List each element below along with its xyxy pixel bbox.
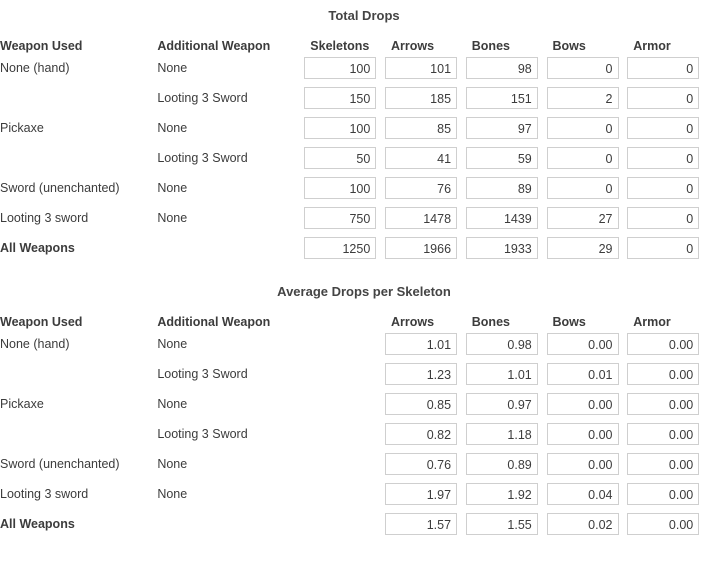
cell-spacer bbox=[304, 389, 385, 419]
cell-arrows bbox=[385, 233, 466, 263]
cell-bones bbox=[466, 233, 547, 263]
column-header-skeletons: Skeletons bbox=[310, 39, 370, 53]
cell-bows bbox=[547, 449, 628, 479]
value-field[interactable]: 0.00 bbox=[627, 513, 699, 535]
weapon-label: Sword (unenchanted) bbox=[0, 457, 120, 471]
value-field[interactable]: 101 bbox=[385, 57, 457, 79]
table-row bbox=[0, 449, 708, 479]
value-field[interactable]: 0.85 bbox=[385, 393, 457, 415]
value-field[interactable]: 76 bbox=[385, 177, 457, 199]
cell-arrows bbox=[385, 479, 466, 509]
cell-armor bbox=[627, 173, 708, 203]
cell-bows bbox=[547, 359, 628, 389]
column-header-spacer bbox=[304, 315, 385, 329]
value-field[interactable]: 1966 bbox=[385, 237, 457, 259]
cell-skeletons bbox=[304, 113, 385, 143]
value-field[interactable]: 0 bbox=[627, 87, 699, 109]
cell-bows bbox=[547, 389, 628, 419]
value-field[interactable]: 1439 bbox=[466, 207, 538, 229]
table-row bbox=[0, 53, 708, 83]
value-field[interactable]: 1.92 bbox=[466, 483, 538, 505]
value-field[interactable]: 0 bbox=[547, 177, 619, 199]
column-header-bows: Bows bbox=[552, 39, 586, 53]
cell-arrows bbox=[385, 143, 466, 173]
value-field[interactable]: 0 bbox=[627, 237, 699, 259]
cell-arrows bbox=[385, 329, 466, 359]
additional-weapon-label: None bbox=[157, 337, 188, 351]
cell-skeletons bbox=[304, 53, 385, 83]
cell-bones bbox=[466, 113, 547, 143]
cell-bones bbox=[466, 359, 547, 389]
cell-armor bbox=[627, 479, 708, 509]
value-field[interactable]: 1.97 bbox=[385, 483, 457, 505]
table-row bbox=[0, 359, 708, 389]
cell-arrows bbox=[385, 509, 466, 539]
cell-bows bbox=[547, 329, 628, 359]
weapon-label: Sword (unenchanted) bbox=[0, 181, 120, 195]
table-row bbox=[0, 143, 708, 173]
additional-weapon-label: Looting 3 Sword bbox=[157, 91, 248, 105]
cell-arrows bbox=[385, 113, 466, 143]
cell-bones bbox=[466, 389, 547, 419]
column-header-weapon: Weapon Used bbox=[0, 315, 83, 329]
value-field[interactable]: 85 bbox=[385, 117, 457, 139]
cell-arrows bbox=[385, 53, 466, 83]
value-field[interactable]: 0.04 bbox=[547, 483, 619, 505]
table-row bbox=[0, 419, 708, 449]
weapon-label bbox=[0, 83, 157, 113]
value-field[interactable]: 151 bbox=[466, 87, 538, 109]
cell-armor bbox=[627, 53, 708, 83]
table-header-row bbox=[0, 39, 708, 53]
value-field[interactable]: 0 bbox=[627, 57, 699, 79]
value-field[interactable]: 0.00 bbox=[627, 453, 699, 475]
column-header-additional: Additional Weapon bbox=[157, 39, 271, 53]
value-field[interactable]: 0.00 bbox=[627, 333, 699, 355]
value-field[interactable]: 0.01 bbox=[547, 363, 619, 385]
cell-arrows bbox=[385, 83, 466, 113]
value-field[interactable]: 0.02 bbox=[547, 513, 619, 535]
weapon-label: Pickaxe bbox=[0, 397, 44, 411]
cell-skeletons bbox=[304, 143, 385, 173]
weapon-label bbox=[0, 359, 157, 389]
table-row bbox=[0, 329, 708, 359]
value-field[interactable]: 1933 bbox=[466, 237, 538, 259]
column-header-arrows: Arrows bbox=[391, 315, 435, 329]
cell-armor bbox=[627, 329, 708, 359]
value-field[interactable]: 150 bbox=[304, 87, 376, 109]
value-field[interactable]: 0.76 bbox=[385, 453, 457, 475]
value-field[interactable]: 59 bbox=[466, 147, 538, 169]
cell-spacer bbox=[304, 419, 385, 449]
cell-armor bbox=[627, 143, 708, 173]
total-drops-table bbox=[0, 39, 708, 263]
value-field[interactable]: 0.00 bbox=[627, 393, 699, 415]
value-field[interactable]: 0 bbox=[627, 117, 699, 139]
cell-bones bbox=[466, 449, 547, 479]
value-field[interactable]: 0 bbox=[627, 147, 699, 169]
additional-weapon-label: None bbox=[157, 397, 188, 411]
value-field[interactable]: 185 bbox=[385, 87, 457, 109]
value-field-empty bbox=[304, 333, 376, 355]
section-title: Average Drops per Skeleton bbox=[277, 284, 451, 299]
value-field[interactable]: 0.00 bbox=[627, 483, 699, 505]
table-row bbox=[0, 479, 708, 509]
cell-arrows bbox=[385, 173, 466, 203]
cell-skeletons bbox=[304, 233, 385, 263]
weapon-label bbox=[0, 143, 157, 173]
value-field-empty bbox=[304, 483, 376, 505]
value-field[interactable]: 750 bbox=[304, 207, 376, 229]
cell-armor bbox=[627, 233, 708, 263]
cell-arrows bbox=[385, 203, 466, 233]
table-row-total bbox=[0, 509, 708, 539]
cell-bones bbox=[466, 329, 547, 359]
value-field-empty bbox=[304, 453, 376, 475]
average-drops-table bbox=[0, 315, 708, 539]
value-field[interactable]: 0 bbox=[547, 147, 619, 169]
cell-bows bbox=[547, 143, 628, 173]
value-field[interactable]: 100 bbox=[304, 57, 376, 79]
value-field[interactable]: 97 bbox=[466, 117, 538, 139]
weapon-label bbox=[0, 419, 157, 449]
weapon-label: None (hand) bbox=[0, 337, 70, 351]
additional-weapon-label: Looting 3 Sword bbox=[157, 367, 248, 381]
table-row bbox=[0, 389, 708, 419]
value-field[interactable]: 1.01 bbox=[466, 363, 538, 385]
table-row bbox=[0, 173, 708, 203]
value-field[interactable]: 1250 bbox=[304, 237, 376, 259]
cell-arrows bbox=[385, 419, 466, 449]
table-header-row bbox=[0, 315, 708, 329]
cell-arrows bbox=[385, 449, 466, 479]
cell-spacer bbox=[304, 359, 385, 389]
section-title: Total Drops bbox=[328, 8, 400, 23]
additional-weapon-label bbox=[157, 233, 304, 263]
weapon-label: Looting 3 sword bbox=[0, 487, 89, 501]
cell-bones bbox=[466, 143, 547, 173]
value-field[interactable]: 1.57 bbox=[385, 513, 457, 535]
column-header-arrows: Arrows bbox=[391, 39, 435, 53]
value-field[interactable]: 0.82 bbox=[385, 423, 457, 445]
cell-arrows bbox=[385, 389, 466, 419]
cell-armor bbox=[627, 113, 708, 143]
average-drops-section bbox=[0, 284, 708, 539]
value-field[interactable]: 0 bbox=[627, 177, 699, 199]
cell-armor bbox=[627, 83, 708, 113]
cell-skeletons bbox=[304, 173, 385, 203]
value-field[interactable]: 1.23 bbox=[385, 363, 457, 385]
cell-bows bbox=[547, 83, 628, 113]
column-header-bones: Bones bbox=[471, 39, 510, 53]
additional-weapon-label: None bbox=[157, 121, 188, 135]
additional-weapon-label: None bbox=[157, 457, 188, 471]
additional-weapon-label: None bbox=[157, 181, 188, 195]
value-field-empty bbox=[304, 393, 376, 415]
value-field[interactable]: 0.98 bbox=[466, 333, 538, 355]
value-field[interactable]: 0 bbox=[547, 117, 619, 139]
column-header-weapon: Weapon Used bbox=[0, 39, 83, 53]
table-row-total bbox=[0, 233, 708, 263]
cell-armor bbox=[627, 419, 708, 449]
cell-bows bbox=[547, 509, 628, 539]
column-header-armor: Armor bbox=[633, 39, 671, 53]
cell-bones bbox=[466, 53, 547, 83]
cell-armor bbox=[627, 509, 708, 539]
value-field-empty bbox=[304, 423, 376, 445]
value-field[interactable]: 27 bbox=[547, 207, 619, 229]
cell-bones bbox=[466, 479, 547, 509]
weapon-label: Looting 3 sword bbox=[0, 211, 89, 225]
value-field[interactable]: 100 bbox=[304, 117, 376, 139]
additional-weapon-label: None bbox=[157, 211, 188, 225]
cell-armor bbox=[627, 359, 708, 389]
table-row bbox=[0, 83, 708, 113]
column-header-bows: Bows bbox=[552, 315, 586, 329]
table-row bbox=[0, 113, 708, 143]
cell-armor bbox=[627, 449, 708, 479]
additional-weapon-label: Looting 3 Sword bbox=[157, 427, 248, 441]
value-field[interactable]: 0.00 bbox=[547, 453, 619, 475]
value-field[interactable]: 0.00 bbox=[547, 333, 619, 355]
value-field[interactable]: 0.00 bbox=[627, 423, 699, 445]
cell-armor bbox=[627, 203, 708, 233]
value-field[interactable]: 98 bbox=[466, 57, 538, 79]
weapon-label: All Weapons bbox=[0, 517, 75, 531]
cell-bows bbox=[547, 173, 628, 203]
value-field[interactable]: 89 bbox=[466, 177, 538, 199]
cell-skeletons bbox=[304, 83, 385, 113]
column-header-bones: Bones bbox=[471, 315, 510, 329]
value-field[interactable]: 1.01 bbox=[385, 333, 457, 355]
cell-bones bbox=[466, 419, 547, 449]
value-field[interactable]: 100 bbox=[304, 177, 376, 199]
value-field[interactable]: 1.55 bbox=[466, 513, 538, 535]
additional-weapon-label bbox=[157, 509, 304, 539]
cell-bones bbox=[466, 83, 547, 113]
additional-weapon-label: None bbox=[157, 487, 188, 501]
cell-bows bbox=[547, 203, 628, 233]
value-field[interactable]: 50 bbox=[304, 147, 376, 169]
cell-bones bbox=[466, 203, 547, 233]
cell-spacer bbox=[304, 479, 385, 509]
additional-weapon-label: None bbox=[157, 61, 188, 75]
value-field[interactable]: 0.00 bbox=[627, 363, 699, 385]
cell-spacer bbox=[304, 449, 385, 479]
value-field[interactable]: 1478 bbox=[385, 207, 457, 229]
weapon-label: Pickaxe bbox=[0, 121, 44, 135]
value-field[interactable]: 0 bbox=[547, 57, 619, 79]
table-row bbox=[0, 203, 708, 233]
cell-bows bbox=[547, 479, 628, 509]
cell-bows bbox=[547, 113, 628, 143]
value-field[interactable]: 29 bbox=[547, 237, 619, 259]
column-header-armor: Armor bbox=[633, 315, 671, 329]
value-field-empty bbox=[304, 363, 376, 385]
cell-bows bbox=[547, 419, 628, 449]
weapon-label: None (hand) bbox=[0, 61, 70, 75]
cell-bones bbox=[466, 173, 547, 203]
cell-skeletons bbox=[304, 203, 385, 233]
cell-spacer bbox=[304, 509, 385, 539]
value-field[interactable]: 41 bbox=[385, 147, 457, 169]
cell-armor bbox=[627, 389, 708, 419]
value-field[interactable]: 1.18 bbox=[466, 423, 538, 445]
value-field[interactable]: 0.00 bbox=[547, 393, 619, 415]
value-field[interactable]: 0 bbox=[627, 207, 699, 229]
value-field[interactable]: 2 bbox=[547, 87, 619, 109]
cell-bows bbox=[547, 233, 628, 263]
value-field-empty bbox=[304, 513, 376, 535]
cell-bows bbox=[547, 53, 628, 83]
value-field[interactable]: 0.89 bbox=[466, 453, 538, 475]
additional-weapon-label: Looting 3 Sword bbox=[157, 151, 248, 165]
value-field[interactable]: 0.97 bbox=[466, 393, 538, 415]
value-field[interactable]: 0.00 bbox=[547, 423, 619, 445]
total-drops-section bbox=[0, 8, 708, 263]
weapon-label: All Weapons bbox=[0, 241, 75, 255]
column-header-additional: Additional Weapon bbox=[157, 315, 271, 329]
cell-arrows bbox=[385, 359, 466, 389]
cell-bones bbox=[466, 509, 547, 539]
cell-spacer bbox=[304, 329, 385, 359]
